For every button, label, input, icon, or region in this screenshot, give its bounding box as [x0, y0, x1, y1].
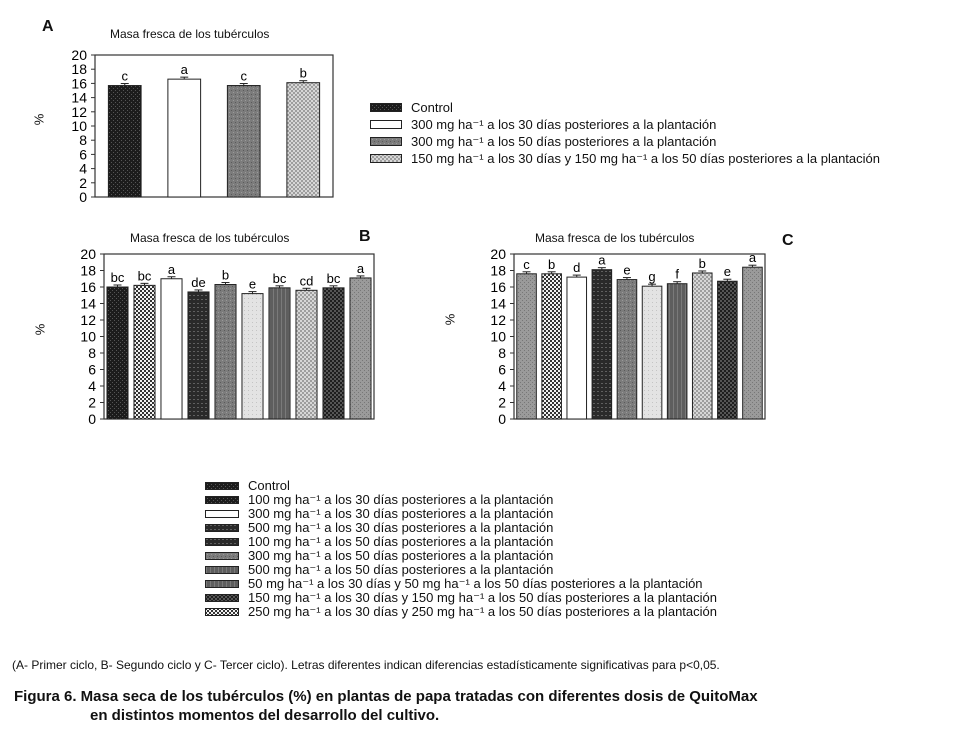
significance-letter: e — [248, 276, 257, 292]
bar — [743, 267, 763, 419]
significance-letter: c — [121, 68, 128, 84]
legend-swatch — [370, 137, 402, 146]
y-tick-label: 4 — [88, 378, 96, 394]
legend-item — [205, 549, 717, 563]
legend-swatch — [205, 510, 239, 518]
bar — [168, 79, 201, 197]
panel-a-ylabel: % — [31, 113, 47, 126]
legend-swatch — [370, 120, 402, 129]
legend-item — [205, 479, 717, 493]
y-tick-label: 4 — [498, 378, 506, 394]
legend-label: 500 mg ha⁻¹ a los 50 días posteriores a la plantación — [248, 562, 554, 577]
significance-letter: g — [648, 269, 656, 285]
y-tick-label: 12 — [71, 103, 87, 120]
y-tick-label: 16 — [71, 75, 87, 92]
chart-panel-a — [55, 42, 345, 207]
bar — [542, 274, 562, 419]
legend-label: 50 mg ha⁻¹ a los 30 días y 50 mg ha⁻¹ a los 50 días posteriores a la plantación — [248, 576, 703, 591]
y-tick-label: 16 — [490, 279, 506, 295]
y-tick-label: 6 — [498, 361, 506, 378]
significance-letter: c — [240, 68, 247, 84]
y-tick-label: 12 — [80, 312, 96, 328]
y-tick-label: 2 — [79, 174, 87, 191]
significance-letter: b — [548, 256, 556, 272]
legend-swatch — [205, 608, 239, 616]
y-tick-label: 2 — [88, 394, 96, 411]
legend-item — [205, 577, 717, 591]
significance-letter: a — [356, 260, 365, 276]
bar — [567, 277, 587, 419]
bar — [692, 273, 712, 419]
y-tick-label: 18 — [490, 262, 506, 279]
significance-letter: bc — [110, 270, 125, 285]
figure-caption-line1: Figura 6. Masa seca de los tubérculos (%) en plantas de papa tratadas con diferentes dosis de QuitoMax — [14, 688, 758, 705]
significance-letter: cd — [299, 273, 314, 289]
legend-label: Control — [248, 478, 290, 493]
y-tick-label: 10 — [71, 118, 87, 134]
legend-label: 150 mg ha⁻¹ a los 30 días y 150 mg ha⁻¹ a los 50 días posteriores a la plantación — [411, 151, 880, 166]
panel-b-title: Masa fresca de los tubérculos — [130, 231, 290, 245]
legend-swatch — [205, 524, 239, 532]
chart-panel-b — [60, 242, 380, 430]
legend-swatch — [205, 482, 239, 490]
bar — [107, 287, 128, 419]
legend-item — [370, 116, 880, 133]
legend-label: Control — [411, 100, 453, 115]
legend-item — [205, 563, 717, 577]
bar — [188, 292, 209, 419]
legend-swatch — [370, 154, 402, 163]
y-tick-label: 6 — [79, 146, 87, 163]
panel-c-ylabel: % — [442, 313, 458, 326]
significance-letter: a — [167, 261, 176, 277]
y-tick-label: 20 — [71, 47, 87, 63]
panel-a-title: Masa fresca de los tubérculos — [110, 27, 270, 41]
significance-letter: bc — [326, 270, 341, 286]
legend-item — [205, 521, 717, 535]
significance-letter: bc — [272, 270, 287, 286]
figure-caption-line2: en distintos momentos del desarrollo del cultivo. — [90, 707, 440, 724]
significance-letter: b — [221, 267, 230, 283]
chart-panel-c — [468, 242, 778, 430]
y-tick-label: 18 — [71, 61, 87, 78]
legend-panel-bc — [205, 479, 717, 619]
bar — [108, 86, 141, 197]
legend-swatch — [205, 552, 239, 560]
panel-c-letter: C — [782, 232, 794, 249]
y-tick-label: 2 — [498, 394, 506, 411]
legend-swatch — [205, 538, 239, 546]
panel-a-letter: A — [42, 18, 54, 35]
legend-panel-a — [370, 99, 880, 167]
bar — [296, 290, 317, 419]
bar — [592, 270, 612, 419]
legend-swatch — [370, 103, 402, 112]
legend-label: 150 mg ha⁻¹ a los 30 días y 150 mg ha⁻¹ a los 50 días posteriores a la plantación — [248, 590, 717, 605]
significance-letter: e — [723, 264, 731, 280]
y-tick-label: 0 — [88, 411, 96, 427]
legend-swatch — [205, 594, 239, 602]
y-tick-label: 0 — [498, 411, 506, 427]
legend-label: 300 mg ha⁻¹ a los 30 días posteriores a la plantación — [411, 117, 717, 132]
bar — [642, 286, 662, 419]
significance-letter: e — [623, 262, 631, 278]
y-tick-label: 0 — [79, 189, 87, 205]
bar — [517, 274, 537, 419]
legend-item — [205, 507, 717, 521]
legend-label: 500 mg ha⁻¹ a los 30 días posteriores a la plantación — [248, 520, 554, 535]
legend-swatch — [205, 496, 239, 504]
legend-swatch — [205, 580, 239, 588]
bar — [242, 294, 263, 419]
y-tick-label: 14 — [80, 295, 96, 312]
y-tick-label: 20 — [80, 246, 96, 262]
panel-c-title: Masa fresca de los tubérculos — [535, 231, 695, 245]
significance-letter: a — [748, 250, 757, 266]
y-tick-label: 8 — [88, 345, 96, 361]
significance-letter: a — [180, 62, 188, 78]
significance-letter: d — [573, 260, 581, 276]
legend-label: 300 mg ha⁻¹ a los 50 días posteriores a la plantación — [248, 548, 554, 563]
legend-item — [370, 133, 880, 150]
legend-label: 300 mg ha⁻¹ a los 30 días posteriores a la plantación — [248, 506, 554, 521]
bar — [350, 278, 371, 419]
significance-letter: a — [598, 252, 606, 268]
y-tick-label: 12 — [490, 312, 506, 328]
legend-item — [205, 591, 717, 605]
bar — [287, 83, 320, 197]
bar — [718, 281, 738, 419]
significance-letter: de — [191, 274, 206, 290]
legend-swatch — [205, 566, 239, 574]
y-tick-label: 20 — [490, 246, 506, 262]
legend-label: 100 mg ha⁻¹ a los 30 días posteriores a la plantación — [248, 492, 554, 507]
y-tick-label: 6 — [88, 361, 96, 378]
bar — [227, 86, 260, 197]
significance-letter: b — [698, 255, 706, 271]
y-tick-label: 8 — [498, 345, 506, 361]
significance-letter: b — [299, 65, 307, 81]
legend-item — [205, 605, 717, 619]
y-tick-label: 18 — [80, 262, 96, 279]
bar — [617, 280, 637, 419]
legend-item — [370, 150, 880, 167]
legend-label: 250 mg ha⁻¹ a los 30 días y 250 mg ha⁻¹ a los 50 días posteriores a la plantación — [248, 604, 717, 619]
y-tick-label: 4 — [79, 160, 87, 177]
bar — [215, 285, 236, 419]
panel-b-ylabel: % — [32, 323, 48, 336]
y-tick-label: 10 — [80, 328, 96, 345]
legend-item — [205, 535, 717, 549]
panel-b-letter: B — [359, 228, 371, 245]
y-tick-label: 10 — [490, 328, 506, 345]
significance-letter: f — [675, 266, 679, 282]
bar — [269, 288, 290, 419]
legend-item — [370, 99, 880, 116]
y-tick-label: 16 — [80, 279, 96, 295]
legend-label: 100 mg ha⁻¹ a los 50 días posteriores a la plantación — [248, 534, 554, 549]
y-tick-label: 8 — [79, 132, 87, 149]
legend-label: 300 mg ha⁻¹ a los 50 días posteriores a la plantación — [411, 134, 717, 149]
significance-letter: c — [523, 256, 530, 272]
y-tick-label: 14 — [490, 295, 506, 312]
bar — [667, 284, 687, 419]
figure-note: (A- Primer ciclo, B- Segundo ciclo y C- Tercer ciclo). Letras diferentes indican diferencias estadísticamente significativas para p<0,05. — [12, 658, 720, 672]
legend-item — [205, 493, 717, 507]
bar — [323, 288, 344, 419]
bar — [161, 279, 182, 419]
significance-letter: bc — [137, 268, 152, 284]
y-tick-label: 14 — [71, 89, 87, 106]
bar — [134, 285, 155, 419]
